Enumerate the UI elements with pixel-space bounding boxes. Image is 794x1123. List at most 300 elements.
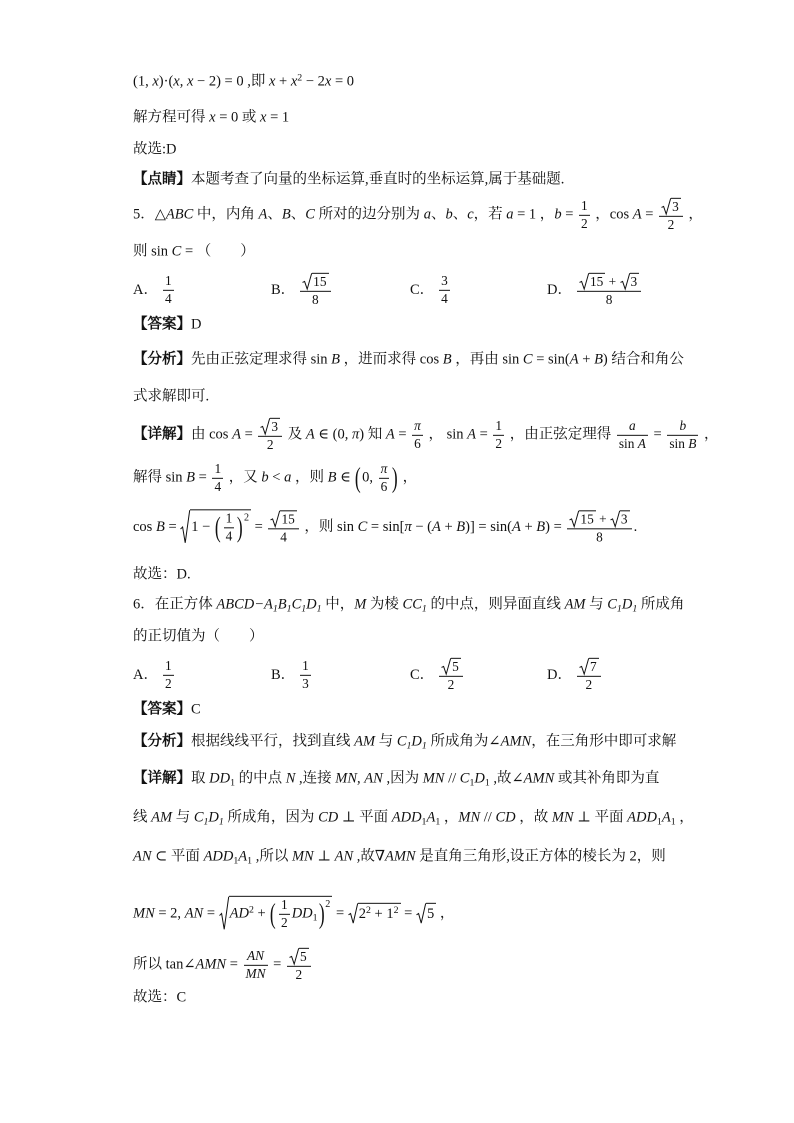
text-run: = <box>332 905 348 922</box>
text-run: ∈ <box>336 469 355 486</box>
square-root <box>620 273 640 290</box>
math-variable: π <box>414 417 421 433</box>
superscript: 2 <box>393 904 399 916</box>
text-run: 中，内角 <box>193 206 259 223</box>
fraction <box>258 418 282 452</box>
fraction-numerator <box>617 419 648 436</box>
math-variable: D <box>306 596 317 613</box>
text-run: 15 <box>281 511 295 527</box>
text-run: 所成角，因为 <box>223 809 319 826</box>
fraction <box>412 419 423 451</box>
text-run: ，则 sin <box>300 518 358 535</box>
text-run: )] = sin( <box>465 518 512 535</box>
text-run: 所以 tan∠ <box>133 956 196 973</box>
math-variable: b <box>554 206 562 223</box>
fraction-numerator <box>577 658 601 677</box>
q6-answer-choice <box>133 989 186 1008</box>
radical-sign <box>610 510 620 527</box>
math-variable: N <box>285 770 296 787</box>
text-run: = <box>164 518 181 535</box>
text-run: 3 <box>271 418 279 434</box>
text-run: 的中点，则异面直线 <box>426 596 565 613</box>
subscript: 1 <box>632 603 638 615</box>
fraction-numerator <box>279 898 290 915</box>
text-run: = <box>475 426 492 443</box>
text-run: 2 <box>667 216 675 232</box>
text-run: − 2 <box>302 73 325 90</box>
text-run: 的正切值为（ ） <box>133 628 264 645</box>
text-run: 1 <box>495 417 503 433</box>
math-variable: x <box>268 73 276 90</box>
fraction <box>300 273 330 307</box>
text-run: = <box>226 956 242 973</box>
text-run: D <box>191 316 202 333</box>
close-paren: ) <box>318 897 325 930</box>
text-run: 15 <box>313 273 327 289</box>
math-variable: AMN <box>195 956 227 973</box>
option-value <box>161 659 176 691</box>
superscript: 2 <box>297 72 303 84</box>
text-run: ) 知 <box>359 426 386 443</box>
text-run: ) 结合和角公 <box>602 351 684 368</box>
text-run: ，又 <box>225 469 262 486</box>
math-variable: AMN <box>385 848 416 865</box>
superscript: 2 <box>249 904 254 916</box>
text-run: 式求解即可. <box>133 388 210 405</box>
fraction-denominator <box>268 529 298 545</box>
text-run: 所对的边分别为 <box>314 206 424 223</box>
radicand <box>229 896 333 930</box>
option-label: B． <box>271 281 296 298</box>
subscript: 1 <box>670 816 676 828</box>
fraction <box>244 949 268 981</box>
math-variable: C <box>193 809 204 826</box>
fraction <box>577 658 601 692</box>
subscript: 1 <box>316 603 322 615</box>
fraction-numerator <box>439 274 450 291</box>
math-variable: AM <box>151 809 173 826</box>
text-run: 故选：D. <box>133 566 191 583</box>
text-run: ， <box>440 809 459 826</box>
radicand <box>589 273 605 290</box>
square-root <box>569 510 595 527</box>
math-variable: B <box>594 351 603 368</box>
math-variable: CC <box>402 596 422 613</box>
text-run: 4 <box>280 529 287 544</box>
fraction-denominator <box>667 436 698 452</box>
text-run: (1, <box>133 73 153 90</box>
text-run: ⊂ 平面 <box>151 848 204 865</box>
text-run: 2 <box>581 215 588 231</box>
fraction-numerator <box>163 274 174 291</box>
fraction <box>493 419 504 451</box>
math-variable: B <box>331 351 341 368</box>
math-variable: A <box>232 426 241 443</box>
math-variable: A <box>661 809 671 826</box>
fraction-denominator <box>567 529 631 545</box>
fraction-numerator <box>224 511 235 528</box>
math-variable: a <box>506 206 514 223</box>
math-variable: ADD <box>627 809 657 826</box>
q6-detail-line-4 <box>133 896 454 930</box>
math-variable: B <box>155 518 165 535</box>
subscript: 1 <box>406 740 412 752</box>
fraction-numerator <box>287 948 311 967</box>
text-run: 4 <box>164 290 172 306</box>
text-run: − 2) = 0 ,即 <box>193 73 269 90</box>
subscript: 1 <box>484 777 490 789</box>
text-run: 根据线线平行，找到直线 <box>191 733 355 750</box>
text-run: 4 <box>225 528 233 543</box>
text-run: ,因为 <box>382 770 423 787</box>
math-variable: b <box>679 417 687 433</box>
radicand <box>451 658 461 675</box>
math-variable: A <box>637 435 646 451</box>
math-variable: b <box>445 206 453 223</box>
fraction-denominator <box>258 437 282 453</box>
text-run: 2 <box>266 436 274 452</box>
text-run: = <box>649 426 666 443</box>
fraction-denominator <box>439 291 450 307</box>
text-run: 所成角 <box>637 596 685 613</box>
math-variable: π <box>380 460 388 476</box>
q4-vector-equation <box>133 73 354 92</box>
math-variable: c <box>467 206 474 223</box>
fraction <box>163 274 174 306</box>
text-run: , <box>179 73 187 90</box>
fraction-numerator <box>659 198 683 217</box>
parenthesis-content <box>362 462 391 494</box>
fraction <box>287 948 311 982</box>
text-run: 3 <box>620 511 628 527</box>
radical-sign <box>260 418 270 435</box>
text-run: )·( <box>158 73 174 90</box>
text-run: 、 <box>290 206 306 223</box>
radicand <box>671 198 681 215</box>
open-paren: ( <box>355 461 362 494</box>
math-variable: B <box>536 518 546 535</box>
math-variable: DD <box>291 905 313 922</box>
math-variable: C <box>522 351 533 368</box>
square-root <box>441 658 461 675</box>
math-variable: C <box>357 518 368 535</box>
text-run: = 1 <box>266 109 290 126</box>
text-run: = <box>240 426 257 443</box>
math-variable: x <box>260 109 267 126</box>
square-root <box>610 510 630 527</box>
subscript: 1 <box>286 603 292 615</box>
subscript: 1 <box>272 603 278 615</box>
fraction <box>617 419 648 451</box>
text-run: 8 <box>312 291 319 307</box>
text-run: ， sin <box>424 426 468 443</box>
fraction <box>579 199 590 231</box>
radicand <box>620 510 630 527</box>
q5-option-a <box>133 274 176 306</box>
option-value <box>298 659 313 691</box>
text-run: 2 <box>281 914 288 930</box>
radical-sign <box>289 948 299 965</box>
math-variable: AN <box>184 905 204 922</box>
option-value <box>575 658 603 692</box>
q4-solve-roots <box>133 109 289 128</box>
square-root <box>579 658 599 675</box>
text-run: = <box>251 518 267 535</box>
q5-analysis <box>133 351 684 370</box>
q6-option-b <box>271 659 313 691</box>
option-value <box>298 273 332 307</box>
text-run: + <box>253 905 270 922</box>
math-variable: AN <box>334 848 354 865</box>
text-run: ⊥ 平面 <box>338 809 392 826</box>
text-run: sin <box>618 435 638 451</box>
math-variable: A <box>305 426 315 443</box>
fraction-denominator <box>659 217 683 233</box>
radical-sign <box>416 902 426 923</box>
fraction-numerator <box>244 949 268 966</box>
text-run: 5 <box>452 658 459 674</box>
q5-option-c <box>410 274 452 306</box>
q6-detail-line-3 <box>133 848 666 867</box>
fraction <box>439 274 450 306</box>
exponent: 2 <box>325 898 331 910</box>
math-variable: b <box>261 469 269 486</box>
text-run: = sin( <box>532 351 570 368</box>
q5-option-d <box>547 273 643 307</box>
subscript: 1 <box>656 816 662 828</box>
math-variable: MN <box>133 905 155 922</box>
fraction-numerator <box>577 273 641 292</box>
bold-label: 【详解】 <box>133 770 191 787</box>
text-run: 与 <box>375 733 397 750</box>
math-variable: x <box>324 73 332 90</box>
text-run: 1 <box>214 460 222 476</box>
parenthesis-group <box>269 898 330 930</box>
math-variable: ADD <box>203 848 234 865</box>
parenthesis-content <box>222 511 237 543</box>
text-run: = 0 或 <box>215 109 260 126</box>
math-variable: B <box>327 469 337 486</box>
math-variable: π <box>351 426 360 443</box>
fraction <box>268 510 298 544</box>
subscript: 1 <box>247 855 253 867</box>
text-run: ，再由 sin <box>451 351 523 368</box>
fraction-denominator <box>212 479 223 495</box>
q5-answer-choice <box>133 566 191 585</box>
q6-option-c <box>410 658 465 692</box>
q6-stem <box>133 596 684 615</box>
text-run: 5．△ <box>133 206 166 223</box>
subscript: 1 <box>421 603 427 615</box>
math-variable: MN <box>335 770 358 787</box>
math-variable: AM <box>354 733 376 750</box>
fraction-denominator <box>617 436 648 452</box>
parenthesis-content <box>277 898 318 930</box>
text-run: 取 <box>191 770 210 787</box>
parenthesis-group <box>214 511 249 543</box>
fraction <box>667 419 698 451</box>
text-run: = 2, <box>154 905 185 922</box>
radicand <box>312 273 328 290</box>
text-run: 1 <box>225 510 233 526</box>
math-variable: x <box>209 109 216 126</box>
text-run: 15 <box>580 511 594 527</box>
text-run: = <box>269 956 285 973</box>
text-run: 2 <box>495 435 503 451</box>
fraction-numerator <box>412 419 423 436</box>
q5-detail-line-2 <box>133 462 417 494</box>
q5-detail-line-3 <box>133 509 637 544</box>
text-run: ,故∇ <box>353 848 385 865</box>
math-variable: π <box>404 518 412 535</box>
parenthesis-group <box>354 462 399 494</box>
math-variable: A <box>569 351 579 368</box>
radical-sign <box>302 273 312 290</box>
text-run: + <box>578 351 595 368</box>
text-run: 及 <box>284 426 306 443</box>
math-variable: ADD <box>391 809 422 826</box>
fraction-denominator <box>224 528 235 544</box>
text-run: 1 − <box>191 518 214 535</box>
text-run: 由 cos <box>191 426 233 443</box>
text-run: 解得 sin <box>133 469 187 486</box>
text-run: 7 <box>589 658 597 674</box>
fraction-denominator <box>287 967 311 983</box>
text-run: 的中点 <box>235 770 286 787</box>
text-run: ， <box>675 809 694 826</box>
math-variable: AMN <box>500 733 532 750</box>
text-run: ，进而求得 cos <box>340 351 443 368</box>
q5-analysis-continued <box>133 388 209 407</box>
text-run: 2 <box>164 675 172 691</box>
text-run: 与 <box>585 596 608 613</box>
q4-key-point <box>133 171 564 190</box>
text-run: ，则 <box>291 469 328 486</box>
text-run: // <box>480 809 496 826</box>
math-variable: MN <box>551 809 574 826</box>
math-variable: CD <box>495 809 516 826</box>
math-variable: AN <box>364 770 383 787</box>
fraction <box>659 198 683 232</box>
square-root <box>270 510 296 527</box>
option-value <box>437 658 465 692</box>
math-variable: B <box>688 435 697 451</box>
fraction <box>379 462 390 494</box>
radicand <box>270 418 280 435</box>
square-root <box>661 198 681 215</box>
text-run: ⊥ 平面 <box>573 809 628 826</box>
text-run: 、 <box>267 206 282 223</box>
text-run: ，若 <box>473 206 507 223</box>
math-variable: DD <box>209 770 231 787</box>
math-variable: ABC <box>165 206 194 223</box>
fraction-denominator <box>379 479 390 495</box>
text-run: 2 <box>585 676 593 692</box>
math-variable: B <box>456 518 466 535</box>
text-run: cos <box>133 518 156 535</box>
text-run: ，在三角形中即可求解 <box>531 733 677 750</box>
text-run: 或其补角即为直 <box>554 770 660 787</box>
text-run: 2 <box>295 966 303 982</box>
text-run: 4 <box>441 290 448 306</box>
math-variable: AM <box>564 596 586 613</box>
fraction-denominator <box>300 292 330 308</box>
fraction-denominator <box>412 436 423 452</box>
q6-analysis <box>133 733 676 752</box>
text-run: ∈ (0, <box>314 426 352 443</box>
math-variable: MN <box>245 965 266 981</box>
fraction-numerator <box>300 273 330 292</box>
math-variable: D <box>621 596 633 613</box>
radicand <box>299 948 309 965</box>
text-run: 6 <box>380 478 388 494</box>
text-run: C <box>191 701 201 718</box>
option-label: A． <box>133 666 158 683</box>
text-run: = <box>195 469 211 486</box>
text-run: + <box>275 73 291 90</box>
fraction-numerator <box>163 659 174 676</box>
subscript: 1 <box>616 603 622 615</box>
text-run: < <box>268 469 285 486</box>
text-run: 与 <box>172 809 194 826</box>
math-variable: A <box>511 518 521 535</box>
radical-sign <box>579 273 589 290</box>
text-run: ,连接 <box>295 770 336 787</box>
radicand <box>358 902 401 923</box>
q6-detail-line-2 <box>133 809 694 828</box>
text-run: 解方程可得 <box>133 109 210 126</box>
radical-sign <box>569 510 579 527</box>
option-label: A． <box>133 281 158 298</box>
text-run: 3 <box>441 272 448 288</box>
text-run: 1 <box>581 197 588 213</box>
option-label: D． <box>547 281 572 298</box>
math-variable: B <box>442 351 452 368</box>
option-value <box>161 274 176 306</box>
math-variable: A <box>385 426 395 443</box>
text-run: 0, <box>362 469 377 486</box>
math-variable: A <box>426 809 436 826</box>
math-variable: a <box>423 206 431 223</box>
math-variable: B <box>186 469 196 486</box>
math-variable: A <box>431 518 441 535</box>
text-run: ， <box>684 206 703 223</box>
text-run: = <box>400 905 416 922</box>
math-variable: a <box>284 469 292 486</box>
option-value <box>437 274 452 306</box>
text-run: 、 <box>430 206 446 223</box>
math-variable: CD <box>318 809 339 826</box>
text-run: = <box>641 206 658 223</box>
text-run: + 1 <box>370 905 394 922</box>
fraction-numerator <box>300 659 311 676</box>
text-run: 1 <box>164 657 172 673</box>
radicand <box>579 510 595 527</box>
radical-sign <box>441 658 451 675</box>
fraction <box>163 659 174 691</box>
text-run: ， <box>436 905 455 922</box>
option-label: C． <box>410 281 435 298</box>
math-variable: x <box>173 73 180 90</box>
text-run: sin <box>669 435 689 451</box>
text-run: 5 <box>299 948 307 964</box>
fraction-denominator <box>300 676 311 692</box>
square-root <box>260 418 280 435</box>
text-run: ， <box>398 469 418 486</box>
fraction-denominator <box>163 676 174 692</box>
text-run: 1 <box>281 896 288 912</box>
math-variable: D <box>208 809 219 826</box>
